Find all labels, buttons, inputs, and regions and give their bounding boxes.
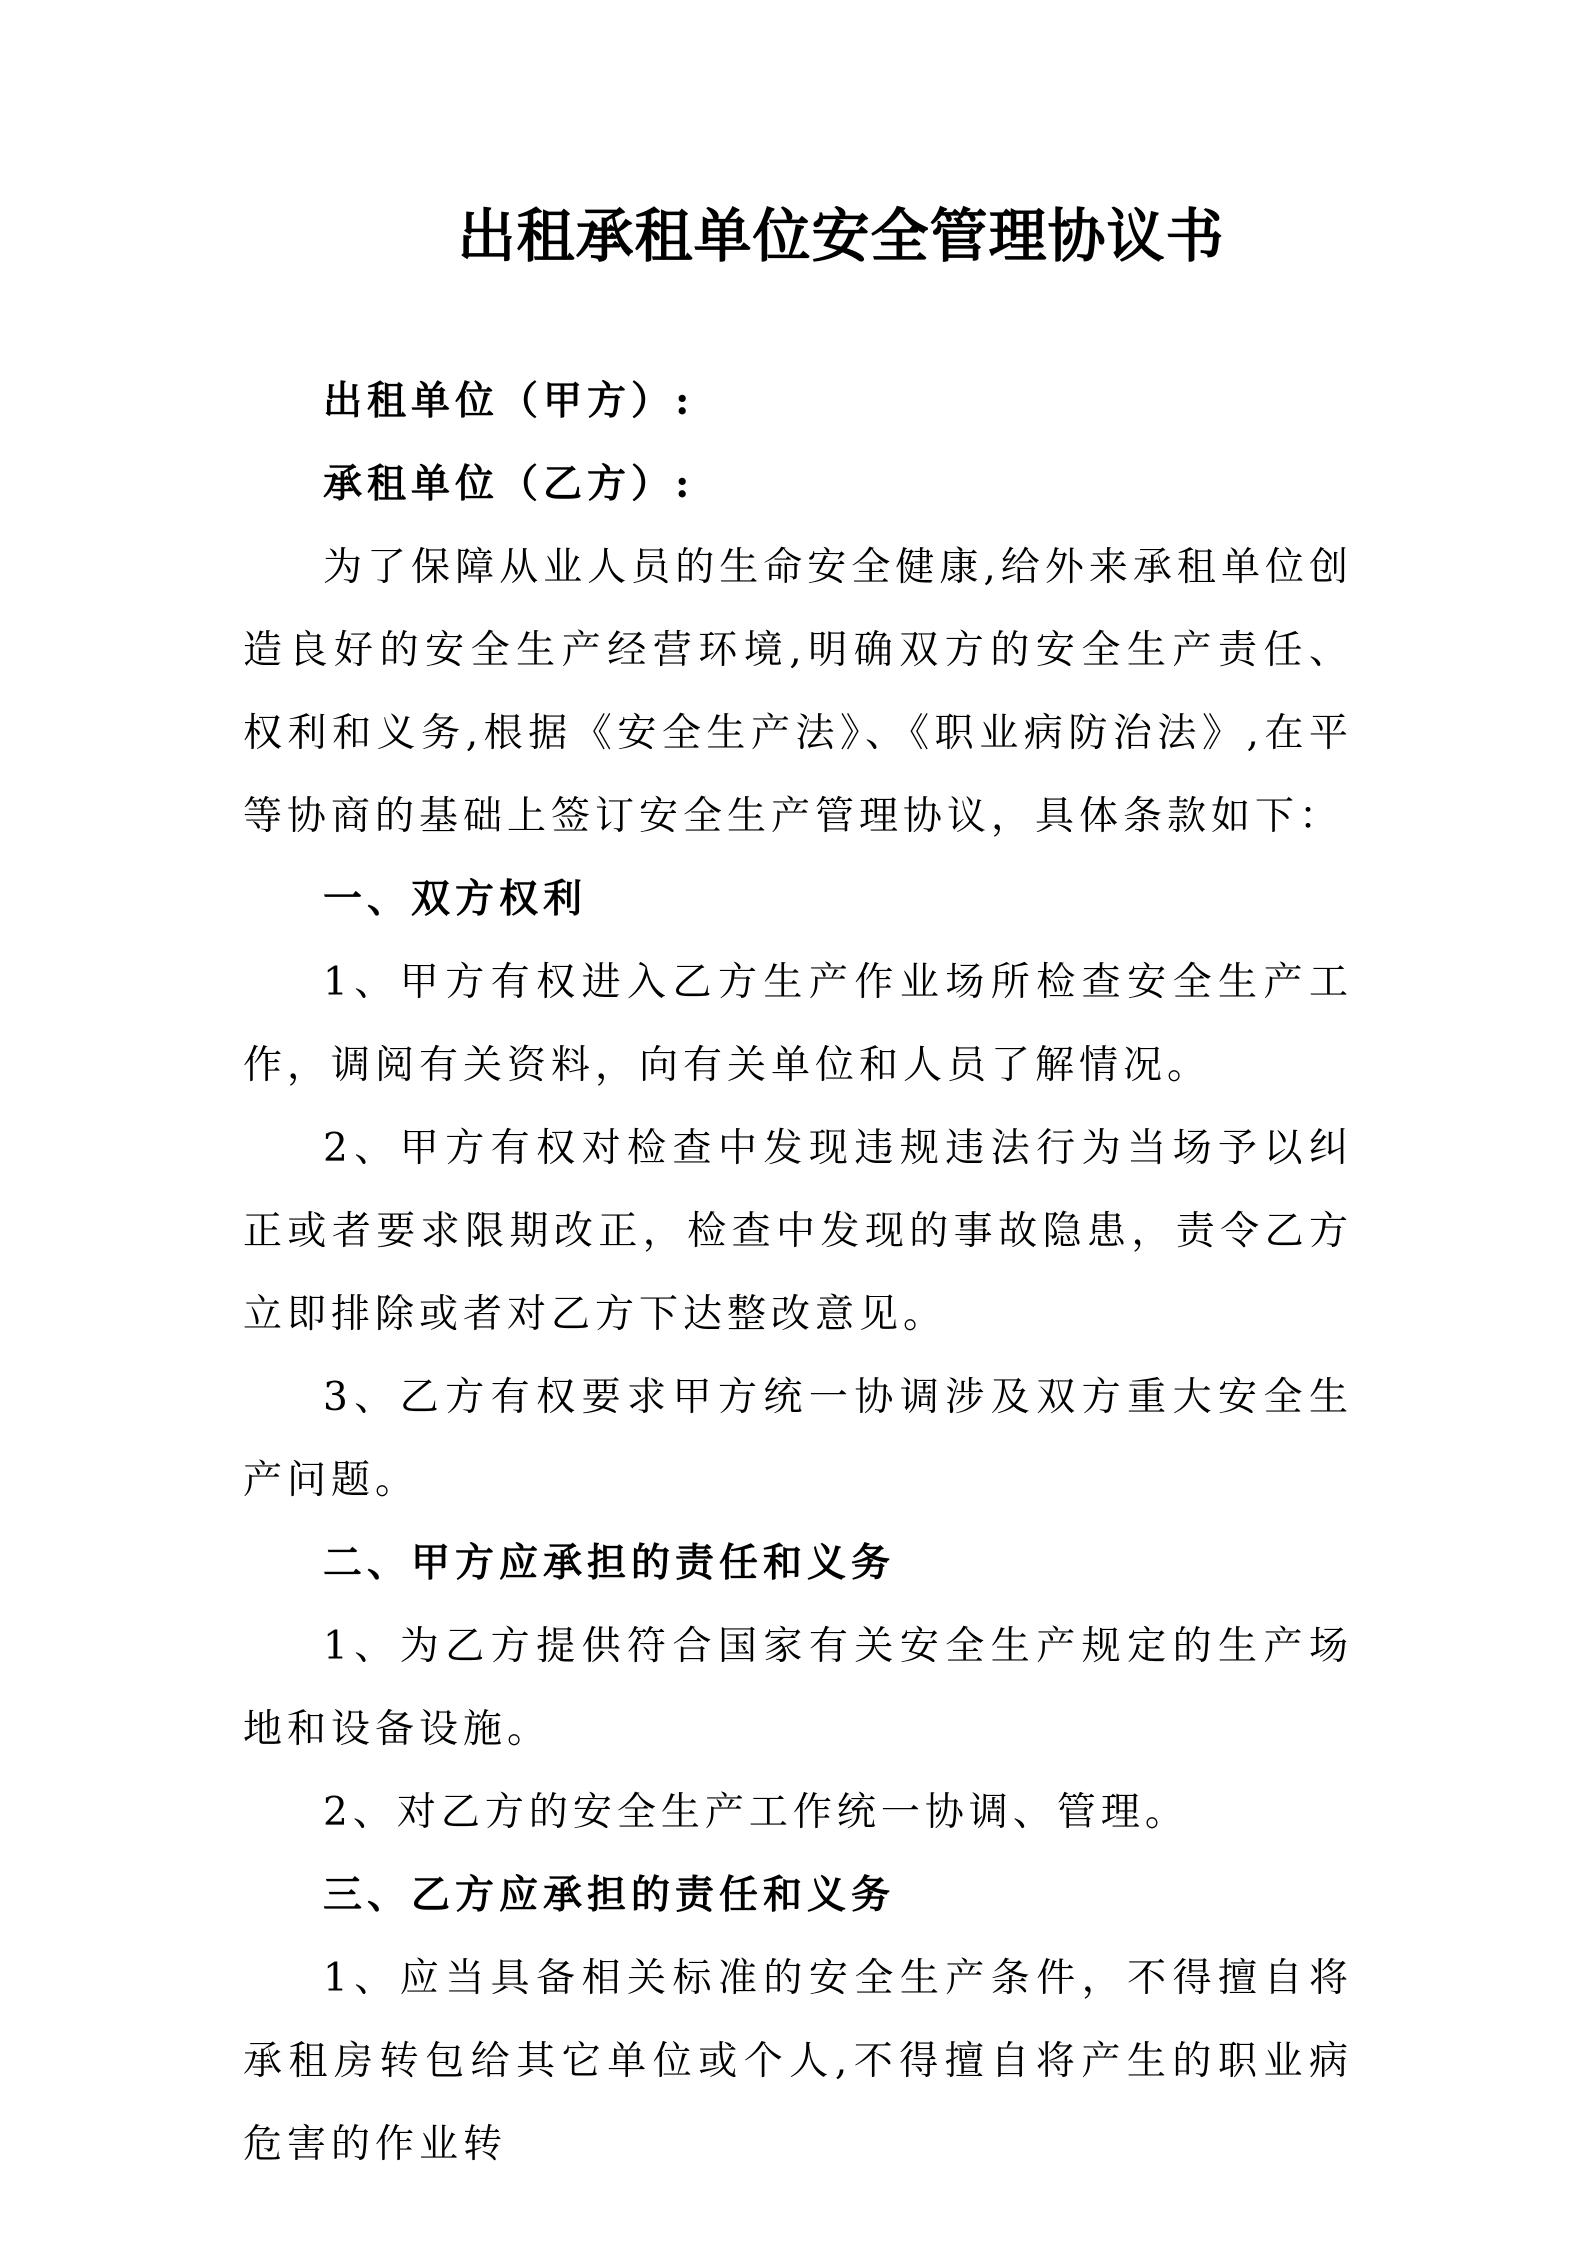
preamble-paragraph: 为了保障从业人员的生命安全健康,给外来承租单位创造良好的安全生产经营环境,明确双方的安全生产责任、权利和义务,根据《安全生产法》、《职业病防治法》,在平等协商的基础上签订安全生产管理协议，具体条款如下： xyxy=(243,545,1353,839)
clause-paragraph: 2、对乙方的安全生产工作统一协调、管理。 xyxy=(323,1790,1189,1835)
document-body xyxy=(243,360,1353,2186)
clause-paragraph: 1、为乙方提供符合国家有关安全生产规定的生产场地和设备设施。 xyxy=(243,1624,1353,1752)
lessee-label: 承租单位（乙方）: xyxy=(323,461,695,507)
clause-paragraph: 1、应当具备相关标准的安全生产条件，不得擅自将承租房转包给其它单位或个人,不得擅自将产生的职业病危害的作业转 xyxy=(243,1956,1353,2167)
lessor-label: 出租单位（甲方）: xyxy=(323,378,695,424)
clause-paragraph: 3、乙方有权要求甲方统一协调涉及双方重大安全生产问题。 xyxy=(243,1375,1353,1503)
document-title: 出租承租单位安全管理协议书 xyxy=(457,202,1225,270)
section-heading: 二、甲方应承担的责任和义务 xyxy=(323,1540,896,1586)
clause-paragraph: 2、甲方有权对检查中发现违规违法行为当场予以纠正或者要求限期改正，检查中发现的事故隐患，责令乙方立即排除或者对乙方下达整改意见。 xyxy=(243,1126,1353,1337)
section-heading: 一、双方权利 xyxy=(323,876,588,922)
clause-paragraph: 1、甲方有权进入乙方生产作业场所检查安全生产工作，调阅有关资料，向有关单位和人员了解情况。 xyxy=(243,960,1353,1088)
section-heading: 三、乙方应承担的责任和义务 xyxy=(323,1872,896,1918)
